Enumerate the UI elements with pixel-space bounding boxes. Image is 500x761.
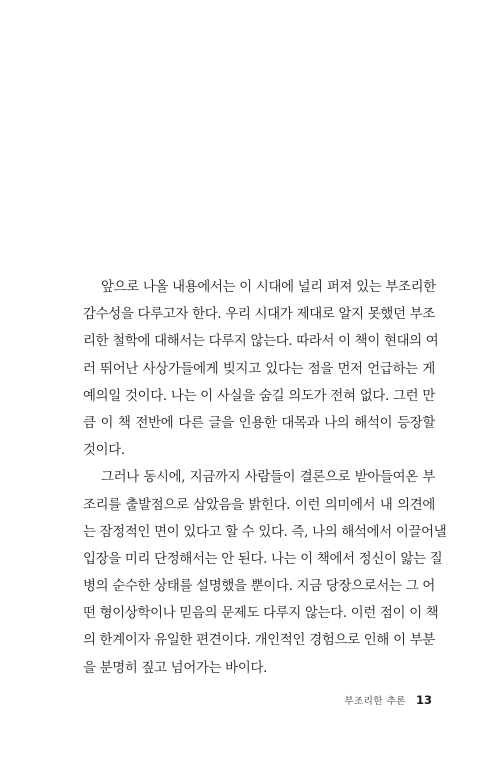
text-line: 큼 이 책 전반에 다른 글을 인용한 대목과 나의 해석이 등장할 xyxy=(83,415,435,431)
text-line: 예의일 것이다. 나는 이 사실을 숨길 의도가 전혀 없다. 그런 만 xyxy=(83,388,435,404)
body-text xyxy=(83,274,447,682)
text-line: 앞으로 나올 내용에서는 이 시대에 널리 퍼져 있는 부조리한 xyxy=(101,280,436,295)
text-line: 을 분명히 짚고 넘어가는 바이다. xyxy=(83,660,268,676)
text-line: 감수성을 다루고자 한다. 우리 시대가 제대로 알지 못했던 부조 xyxy=(83,307,435,323)
text-line: 입장을 미리 단정해서는 안 된다. 나는 이 책에서 정신이 앓는 질 xyxy=(83,551,443,567)
text-line: 떤 형이상학이나 믿음의 문제도 다루지 않는다. 이런 점이 이 책 xyxy=(83,606,439,622)
text-line: 리한 철학에 대해서는 다루지 않는다. 따라서 이 책이 현대의 여 xyxy=(83,334,439,350)
text-line: 는 잠정적인 면이 있다고 할 수 있다. 즉, 나의 해석에서 이끌어낼 xyxy=(83,524,447,540)
running-head: 부조리한 추론 xyxy=(344,696,406,707)
page-number: 13 xyxy=(415,693,432,707)
paragraph-2 xyxy=(83,464,447,682)
text-line: 그러나 동시에, 지금까지 사람들이 결론으로 받아들여온 부 xyxy=(101,470,435,486)
paragraph-1 xyxy=(83,274,439,464)
text-line: 의 한계이자 유일한 편견이다. 개인적인 경험으로 인해 이 부분 xyxy=(83,633,435,649)
text-line: 것이다. xyxy=(83,443,125,459)
page-footer xyxy=(344,693,432,707)
text-line: 러 뛰어난 사상가들에게 빚지고 있다는 점을 먼저 언급하는 게 xyxy=(83,361,435,377)
text-line: 조리를 출발점으로 삼았음을 밝힌다. 이런 의미에서 내 의견에 xyxy=(83,497,435,513)
text-line: 병의 순수한 상태를 설명했을 뿐이다. 지금 당장으로서는 그 어 xyxy=(83,579,435,595)
